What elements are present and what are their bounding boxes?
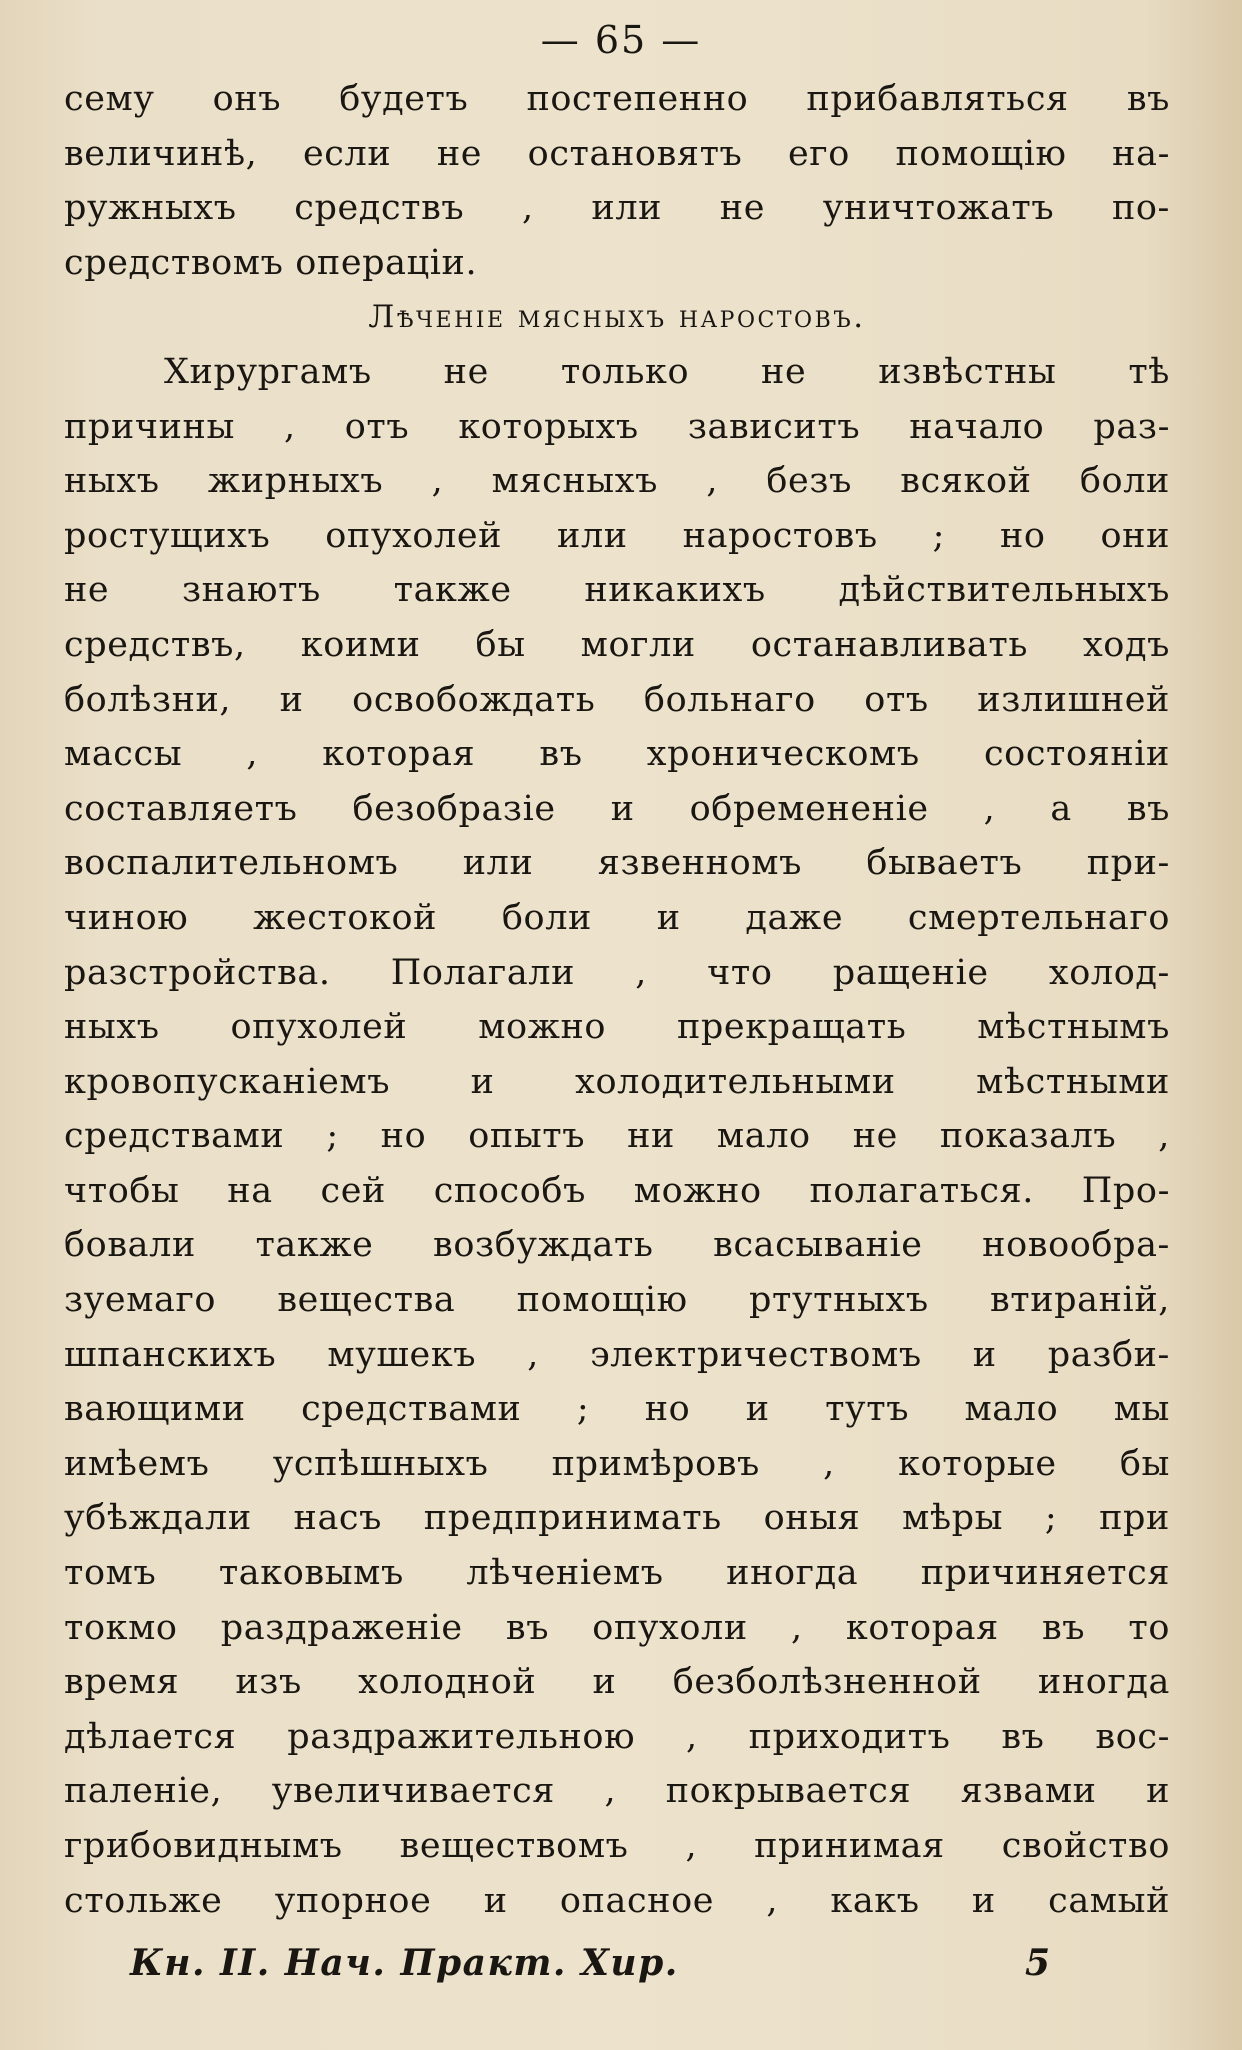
- text-line: убѣждали насъ предпринимать оныя мѣры ; при: [64, 1498, 1170, 1539]
- text-line: ружныхъ средствъ , или не уничтожатъ по-: [64, 188, 1170, 229]
- text-line: причины , отъ которыхъ зависитъ начало раз-: [64, 406, 1170, 447]
- text-line: шпанскихъ мушекъ , электричествомъ и разби-: [64, 1334, 1170, 1375]
- page-footer: [130, 1942, 1070, 2002]
- text-line: воспалительномъ или язвенномъ бываетъ при-: [64, 843, 1170, 884]
- text-line: имѣемъ успѣшныхъ примѣровъ , которые бы: [64, 1443, 1170, 1484]
- text-line: вающими средствами ; но и тутъ мало мы: [64, 1389, 1170, 1430]
- text-line: разстройства. Полагали , что ращеніе холод-: [64, 952, 1170, 993]
- text-line: сему онъ будетъ постепенно прибавляться въ: [64, 79, 1170, 119]
- text-line: стольже упорное и опасное , какъ и самый: [64, 1880, 1170, 1921]
- text-line: ростущихъ опухолей или наростовъ ; но они: [64, 515, 1170, 556]
- signature-mark: 5: [1024, 1942, 1050, 1984]
- text-line: бовали также возбуждать всасываніе новообра-: [64, 1225, 1170, 1266]
- text-line: болѣзни, и освобождать больнаго отъ излишней: [64, 679, 1170, 720]
- text-line: не знаютъ также никакихъ дѣйствительныхъ: [64, 570, 1170, 611]
- text-line: чтобы на сей способъ можно полагаться. Про-: [64, 1170, 1170, 1211]
- text-line: токмо раздраженіе въ опухоли , которая въ то: [64, 1607, 1170, 1648]
- text-line: ныхъ опухолей можно прекращать мѣстнымъ: [64, 1007, 1170, 1048]
- text-line: средствомъ операціи.: [64, 242, 478, 283]
- text-line: паленіе, увеличивается , покрывается язвами и: [64, 1771, 1170, 1812]
- text-line: кровопусканіемъ и холодительными мѣстными: [64, 1061, 1170, 1102]
- text-line: чиною жестокой боли и даже смертельнаго: [64, 897, 1170, 938]
- text-line: дѣлается раздражительною , приходитъ въ вос-: [64, 1716, 1170, 1757]
- text-line: грибовиднымъ веществомъ , принимая свойство: [64, 1826, 1170, 1866]
- text-line: средствами ; но опытъ ни мало не показалъ ,: [64, 1116, 1170, 1157]
- text-body: [64, 72, 1170, 1928]
- text-line: ныхъ жирныхъ , мясныхъ , безъ всякой боли: [64, 461, 1170, 502]
- text-line: средствъ, коими бы могли останавливать ходъ: [64, 624, 1170, 665]
- text-line: время изъ холодной и безболѣзненной иногда: [64, 1662, 1170, 1703]
- text-line: томъ таковымъ лѣченіемъ иногда причиняется: [64, 1553, 1170, 1594]
- section-heading: Лѣченіе мясныхъ наростовъ.: [368, 299, 866, 336]
- text-line: величинѣ, если не остановятъ его помощію на-: [64, 133, 1170, 174]
- footer-title: Кн. II. Нач. Практ. Хир.: [130, 1942, 679, 1984]
- page-number: — 65 —: [540, 18, 702, 62]
- text-line: Хирургамъ не только не извѣстны тѣ: [164, 351, 1170, 392]
- text-line: составляетъ безобразіе и обремененіе , а въ: [64, 788, 1170, 829]
- text-line: массы , которая въ хроническомъ состояніи: [64, 734, 1170, 775]
- text-line: зуемаго вещества помощію ртутныхъ втираній,: [64, 1280, 1170, 1321]
